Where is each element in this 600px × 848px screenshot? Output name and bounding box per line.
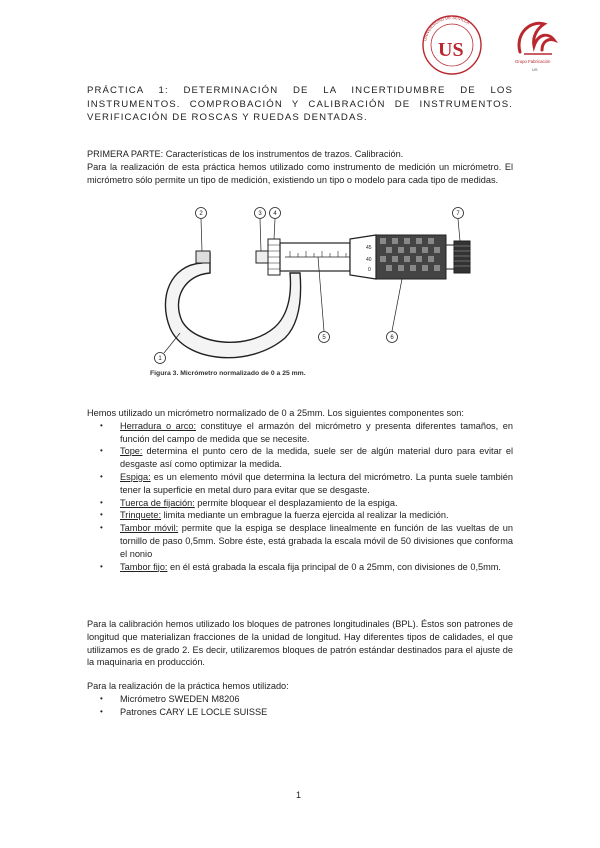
svg-text:3: 3 [258, 211, 262, 218]
figure-caption: Figura 3. Micrómetro normalizado de 0 a 25 mm. [150, 370, 306, 377]
list-item: • Tambor fijo: en él está grabada la escala fija principal de 0 a 25mm, con divisiones de 0,5mm. [100, 561, 501, 572]
components-section [87, 407, 513, 573]
list-item: • Tope: determina el punto cero de la medida, suele ser de algún material duro para evitar el desgaste así como optimizar la medida. [100, 446, 513, 470]
anvil [196, 251, 210, 263]
svg-text:2: 2 [199, 211, 203, 218]
svg-text:1: 1 [158, 356, 162, 363]
component-term: Trinquete: [120, 510, 162, 521]
component-desc: constituye el armazón del micrómetro y presenta diferentes tamaños, en función del campo de medida que se necesite. [120, 420, 513, 444]
callout-7-ratchet [453, 208, 464, 219]
part1-intro: Para la realización de esta práctica hemos utilizado como instrumento de medición un micrómetro. El micrómetro sólo permite un tipo de medición, existiendo un tipo o modelo para cada tipo de medidas. [87, 161, 513, 185]
calibration-text: Para la calibración hemos utilizado los bloques de patrones longitudinales (BPL). Éstos son patrones de longitud que materializan fracciones de la unidad de longitud. Hay diferentes tipos de calidades, el que utilizamos es de grado 2. Es decir, utilizaremos bloques de patrón estándar destinados para el ajuste de la maquinaria en producción. [87, 619, 513, 668]
component-term: Tambor móvil: [120, 523, 179, 534]
component-desc: limita mediante un embrague la fuerza ejercida al realizar la medición. [161, 510, 449, 521]
thimble-scale-40: 40 [366, 257, 372, 263]
components-list [87, 420, 513, 574]
callout-2 [196, 208, 207, 219]
document-title: PRÁCTICA 1: DETERMINACIÓN DE LA INCERTIDUMBRE DE LOS INSTRUMENTOS. COMPROBACIÓN Y CALIBRACIÓN DE INSTRUMENTOS. VERIFICACIÓN DE ROSCAS Y RUEDAS DENTADAS. [87, 85, 513, 123]
group-logo [515, 23, 554, 72]
equipment-item: Patrones CARY LE LOCLE SUISSE [120, 706, 268, 717]
micrometer-figure [140, 203, 480, 393]
part1-section [87, 148, 513, 186]
group-sub: US [532, 67, 538, 72]
thimble [376, 235, 446, 279]
university-seal [422, 15, 481, 74]
component-desc: es un elemento móvil que determina la lectura del micrómetro. La punta suele también tener la superficie en metal duro para evitar que se desgaste. [120, 471, 513, 495]
component-term: Espiga: [120, 471, 151, 482]
equipment-section [87, 680, 513, 718]
list-item: • Micrómetro SWEDEN M8206 [100, 693, 240, 704]
equipment-list [87, 693, 513, 719]
component-term: Tambor fijo: [120, 561, 168, 572]
list-item: • Tuerca de fijación: permite bloquear el desplazamiento de la espiga. [100, 497, 398, 508]
components-intro: Hemos utilizado un micrómetro normalizado de 0 a 25mm. Los siguientes componentes son: [87, 408, 464, 418]
seal-text: UNIVERSIDAD DE SEVILLA [422, 14, 471, 42]
list-item: • Patrones CARY LE LOCLE SUISSE [100, 706, 268, 717]
university-logo-graphic [420, 14, 570, 76]
thimble-bevel [350, 235, 376, 279]
seal-letters: US [438, 39, 464, 61]
svg-text:6: 6 [390, 335, 394, 342]
equipment-intro: Para la realización de la práctica hemos utilizado: [87, 681, 289, 691]
component-term: Tuerca de fijación: [120, 497, 195, 508]
callout-3 [255, 208, 266, 219]
callout-1 [155, 353, 166, 364]
component-term: Herradura o arco: [120, 420, 197, 431]
callout-5 [319, 332, 330, 343]
list-item: • Trinquete: limita mediante un embrague la fuerza ejercida al realizar la medición. [100, 510, 449, 521]
page-number: 1 [296, 790, 302, 800]
group-name: Grupo Fabricación [515, 59, 551, 64]
ratchet-neck [446, 245, 454, 269]
component-desc: en él está grabada la escala fija principal de 0 a 25mm, con divisiones de 0,5mm. [167, 561, 501, 572]
component-desc: determina el punto cero de la medida, suele ser de algún material duro para evitar el desgaste así como optimizar la medida. [120, 446, 513, 470]
component-desc: permite que la espiga se desplace linealmente en función de las vueltas de un tornillo de paso 0,5mm. Sobre éste, está grabada la escala móvil de 50 divisiones que conforma el nonio [120, 523, 513, 559]
thimble-scale-0: 0 [368, 267, 371, 273]
list-item: • Tambor móvil: permite que la espiga se desplace linealmente en función de las vueltas de un tornillo de paso 0,5mm. Sobre éste, está grabada la escala móvil de 50 divisiones que conforma el nonio [100, 523, 513, 559]
svg-text:7: 7 [456, 211, 460, 218]
thimble-scale-45: 45 [366, 245, 372, 251]
svg-text:5: 5 [322, 335, 326, 342]
callout-6 [387, 332, 398, 343]
header-logos [420, 14, 570, 76]
part1-heading: PRIMERA PARTE: Características de los instrumentos de trazos. Calibración. [87, 149, 404, 159]
list-item: • Herradura o arco: constituye el armazón del micrómetro y presenta diferentes tamaños, en función del campo de medida que se necesite. [100, 420, 513, 444]
svg-text:UNIVERSIDAD DE SEVILLA [422, 15, 470, 41]
equipment-item: Micrómetro SWEDEN M8206 [120, 693, 240, 704]
micrometer-drawing [140, 203, 480, 393]
list-item: • Espiga: es un elemento móvil que determina la lectura del micrómetro. La punta suele también tener la superficie en metal duro para evitar que se desgaste. [100, 471, 513, 495]
component-desc: permite bloquear el desplazamiento de la espiga. [194, 497, 398, 508]
callout-4 [270, 208, 281, 219]
component-term: Tope: [120, 446, 143, 457]
svg-text:4: 4 [273, 211, 277, 218]
calibration-section [87, 618, 513, 669]
